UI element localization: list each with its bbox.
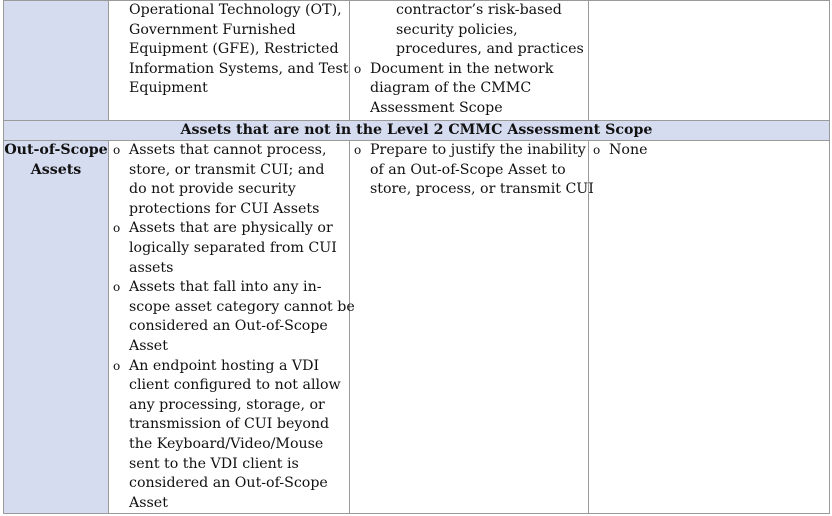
text-line: Out-of-Scope xyxy=(4,142,108,158)
out-of-scope-label-cell xyxy=(4,141,109,514)
text-line: procedures, and practices xyxy=(396,41,584,58)
bullet-icon: o xyxy=(113,280,121,295)
section-header-row xyxy=(4,121,830,141)
text-line: Assets that fall into any in- xyxy=(129,279,322,296)
text-line: Document in the network xyxy=(370,60,554,77)
text-line: logically separated from CUI xyxy=(129,239,337,256)
list-item xyxy=(109,219,349,278)
out-of-scope-requirements-list xyxy=(350,141,594,200)
text-line: None xyxy=(609,142,648,158)
text-line: Assessment Scope xyxy=(370,99,503,116)
section-header: Assets that are not in the Level 2 CMMC Assessment Scope xyxy=(4,121,830,141)
bullet-icon: o xyxy=(593,143,601,157)
text-line: Asset xyxy=(129,337,168,354)
text-line: Assets that cannot process, xyxy=(129,142,327,158)
list-item xyxy=(350,141,594,200)
text-line: Prepare to justify the inability xyxy=(370,142,586,158)
text-line: Assets that are physically or xyxy=(129,220,333,237)
label-cell-empty xyxy=(4,1,109,121)
requirements-list xyxy=(350,60,588,119)
asset-description-text xyxy=(109,1,349,99)
list-item xyxy=(109,357,349,514)
bullet-icon: o xyxy=(354,143,362,157)
table-row-continued xyxy=(4,1,830,121)
text-line: sent to the VDI client is xyxy=(129,455,299,472)
text-line: transmission of CUI beyond xyxy=(129,416,330,433)
out-of-scope-description-cell xyxy=(109,141,355,514)
list-item xyxy=(109,278,355,356)
text-line: Equipment (GFE), Restricted xyxy=(129,41,339,58)
list-item xyxy=(109,141,349,219)
text-line: security policies, xyxy=(396,21,518,38)
text-line: store, process, or transmit CUI xyxy=(370,181,594,198)
text-line: Operational Technology (OT), xyxy=(129,2,342,18)
text-line: of an Out-of-Scope Asset to xyxy=(370,161,566,178)
out-of-scope-assessment-list xyxy=(589,141,829,161)
out-of-scope-row xyxy=(4,141,830,514)
text-line: considered an Out-of-Scope xyxy=(129,318,328,335)
text-line: Information Systems, and Test xyxy=(129,60,349,77)
text-line: client configured to not allow xyxy=(129,377,341,394)
requirements-cell xyxy=(350,1,589,121)
text-line: scope asset category cannot be xyxy=(129,298,355,315)
text-line: do not provide security xyxy=(129,181,296,198)
text-line: assets xyxy=(129,259,174,276)
text-line: Assets xyxy=(30,161,82,178)
list-item xyxy=(589,141,829,161)
text-line: the Keyboard/Video/Mouse xyxy=(129,435,324,452)
text-line: store, or transmit CUI; and xyxy=(129,161,325,178)
out-of-scope-label xyxy=(4,141,108,180)
text-line: contractor’s risk-based xyxy=(396,2,562,18)
bullet-icon: o xyxy=(113,221,121,236)
text-line: Equipment xyxy=(129,80,208,97)
bullet-icon: o xyxy=(113,358,121,373)
text-line: any processing, storage, or xyxy=(129,396,325,413)
out-of-scope-requirements-cell xyxy=(350,141,594,514)
bullet-icon: o xyxy=(113,143,121,157)
text-line: protections for CUI Assets xyxy=(129,200,320,217)
assessment-cell-empty xyxy=(589,1,830,121)
requirements-continued-text xyxy=(350,1,588,60)
cmmc-scope-table xyxy=(3,0,830,514)
text-line: considered an Out-of-Scope xyxy=(129,475,328,492)
text-line: diagram of the CMMC xyxy=(370,80,532,97)
bullet-icon: o xyxy=(354,61,362,76)
text-line: Government Furnished xyxy=(129,21,296,38)
out-of-scope-assessment-cell xyxy=(589,141,830,514)
text-line: An endpoint hosting a VDI xyxy=(129,357,320,374)
list-item xyxy=(350,60,588,119)
text-line: Asset xyxy=(129,494,168,511)
out-of-scope-description-list xyxy=(109,141,355,513)
asset-description-cell xyxy=(109,1,350,121)
